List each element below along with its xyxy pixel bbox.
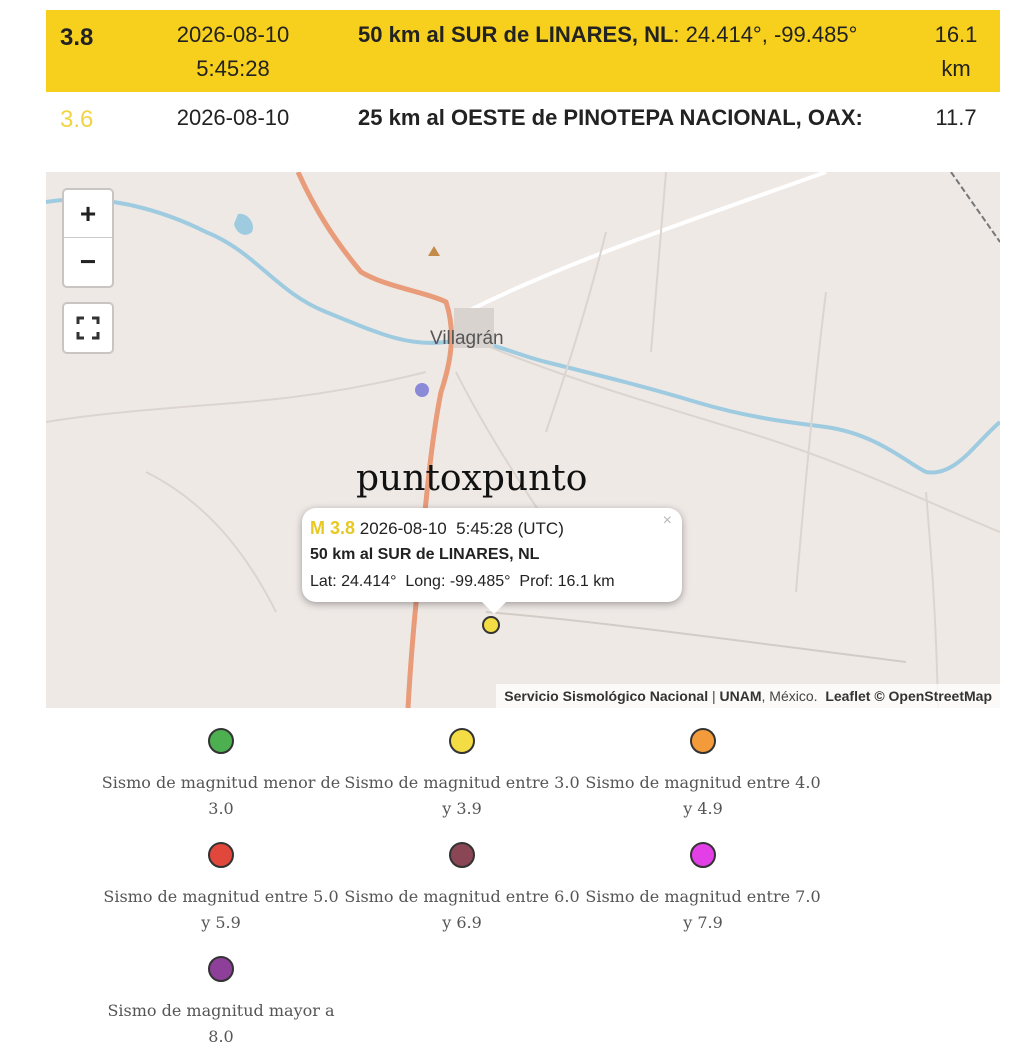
popup-magnitude: M 3.8: [310, 518, 356, 538]
fullscreen-icon: [64, 304, 112, 352]
legend-label: Sismo de magnitud entre 7.0 y 7.9: [585, 887, 821, 932]
quake-row-selected[interactable]: [46, 10, 1000, 92]
legend-label: Sismo de magnitud entre 5.0 y 5.9: [103, 887, 339, 932]
quake-datetime: [158, 18, 308, 86]
quake-date: 2026-08-10: [176, 105, 290, 130]
popup-detail: Lat: 24.414° Long: -99.485° Prof: 16.1 km: [310, 573, 615, 590]
quake-place: 50 km al SUR de LINARES, NL: [358, 22, 674, 47]
zoom-out-button[interactable]: −: [79, 246, 97, 277]
quake-date: 2026-08-10: [176, 22, 290, 47]
quake-magnitude: 3.6: [60, 106, 94, 133]
popup-header: [310, 518, 564, 539]
legend-dot: [208, 956, 234, 982]
watermark: puntoxpunto: [356, 458, 588, 499]
map-town-label: Villagrán: [430, 328, 504, 349]
legend-dot: [449, 728, 475, 754]
legend-dot: [208, 842, 234, 868]
popup-tip: [480, 600, 508, 614]
quake-location: [358, 18, 857, 52]
legend-dot: [690, 728, 716, 754]
zoom-control: [62, 188, 114, 288]
legend-item: [342, 842, 582, 936]
attribution-separator: |: [708, 688, 720, 704]
quake-location: [358, 101, 863, 135]
quake-magnitude: 3.8: [60, 24, 94, 51]
legend-label: Sismo de magnitud menor de 3.0: [101, 773, 341, 818]
close-icon[interactable]: ×: [662, 512, 672, 529]
legend-label: Sismo de magnitud entre 6.0 y 6.9: [344, 887, 580, 932]
legend-item: [101, 956, 341, 1050]
quake-depth-unit: km: [941, 56, 971, 81]
zoom-in-button[interactable]: +: [64, 190, 112, 238]
legend-label: Sismo de magnitud entre 4.0 y 4.9: [585, 773, 821, 818]
legend-item: [583, 728, 823, 822]
quake-coords: : 24.414°, -99.485°: [673, 22, 858, 47]
epicenter-marker[interactable]: [482, 616, 500, 634]
legend-dot: [449, 842, 475, 868]
legend-dot: [690, 842, 716, 868]
map-attribution: [496, 684, 1000, 708]
leaflet-link[interactable]: Leaflet: [825, 688, 871, 704]
attribution-country: , México.: [761, 688, 826, 704]
legend-item: [101, 842, 341, 936]
popup-datetime: 2026-08-10 5:45:28 (UTC): [359, 519, 564, 538]
legend-item: [583, 842, 823, 936]
legend-label: Sismo de magnitud mayor a 8.0: [107, 1001, 335, 1046]
ssn-link[interactable]: Servicio Sismológico Nacional: [504, 688, 709, 704]
popup-place: 50 km al SUR de LINARES, NL: [310, 546, 540, 563]
osm-link[interactable]: © OpenStreetMap: [870, 688, 992, 704]
fullscreen-button[interactable]: [62, 302, 114, 354]
legend-item: [101, 728, 341, 822]
quake-place: 25 km al OESTE de PINOTEPA NACIONAL, OAX:: [358, 105, 863, 130]
quake-depth-value: 16.1: [934, 22, 978, 47]
map-tiles: [46, 172, 1000, 708]
quake-time: 5:45:28: [196, 56, 270, 81]
quake-depth-value: 11.7: [935, 105, 977, 130]
quake-depth: [926, 18, 986, 86]
legend-item: [342, 728, 582, 822]
map-canvas[interactable]: [46, 172, 1000, 708]
legend-label: Sismo de magnitud entre 3.0 y 3.9: [344, 773, 580, 818]
quake-popup: [302, 508, 682, 602]
unam-link[interactable]: UNAM: [719, 688, 762, 704]
legend-dot: [208, 728, 234, 754]
quake-row[interactable]: [46, 94, 1000, 144]
